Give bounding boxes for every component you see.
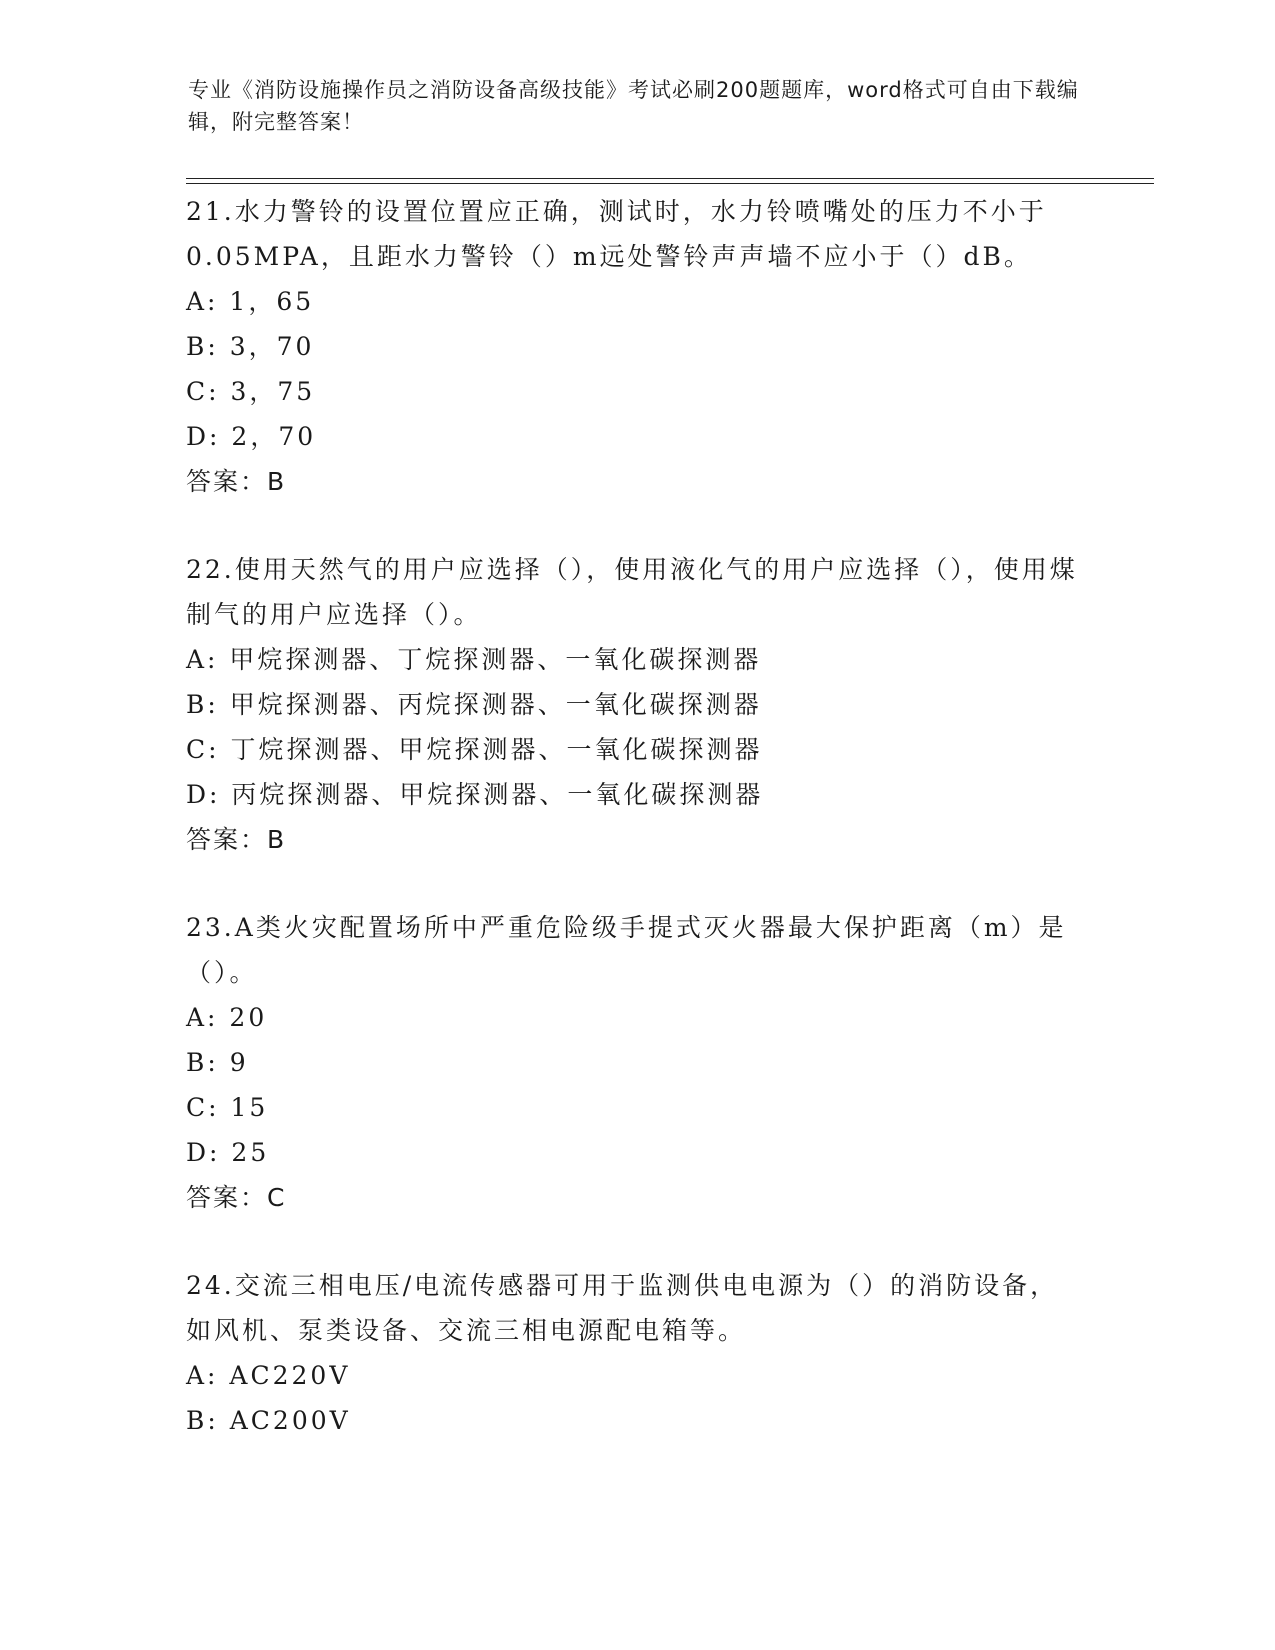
option-a: A: 甲烷探测器、丁烷探测器、一氧化碳探测器 [186, 645, 762, 674]
answer: 答案：B [186, 825, 287, 854]
option-b: B: 3，70 [186, 332, 315, 361]
option-b: B: 甲烷探测器、丙烷探测器、一氧化碳探测器 [186, 690, 762, 719]
header-rule-bottom [186, 183, 1154, 184]
option-d: D: 2，70 [186, 422, 317, 451]
option-c: C: 丁烷探测器、甲烷探测器、一氧化碳探测器 [186, 735, 763, 764]
question-21 [186, 189, 1086, 504]
question-text: 23.A类火灾配置场所中严重危险级手提式灭火器最大保护距离（m）是（）。 [186, 913, 1067, 987]
option-d: D: 25 [186, 1138, 270, 1167]
question-23 [186, 905, 1086, 1220]
question-text: 21.水力警铃的设置位置应正确，测试时，水力铃喷嘴处的压力不小于0.05MPA，且距水力警铃（）m远处警铃声声墙不应小于（）dB。 [186, 197, 1047, 271]
answer: 答案：B [186, 467, 287, 496]
option-c: C: 3，75 [186, 377, 316, 406]
option-a: A: 1，65 [186, 287, 315, 316]
question-24 [186, 1263, 1086, 1443]
answer: 答案：C [186, 1183, 287, 1212]
option-b: B: AC200V [186, 1406, 351, 1435]
question-22 [186, 547, 1086, 862]
question-text: 22.使用天然气的用户应选择（），使用液化气的用户应选择（），使用煤制气的用户应选择（）。 [186, 555, 1078, 629]
question-list [186, 189, 1086, 1486]
header-rule-top [186, 178, 1154, 179]
option-b: B: 9 [186, 1048, 249, 1077]
option-a: A: 20 [186, 1003, 268, 1032]
document-header: 专业《消防设施操作员之消防设备高级技能》考试必刷200题题库，word格式可自由下载编辑，附完整答案！ [188, 78, 1079, 134]
option-d: D: 丙烷探测器、甲烷探测器、一氧化碳探测器 [186, 780, 764, 809]
question-text: 24.交流三相电压/电流传感器可用于监测供电电源为（）的消防设备，如风机、泵类设备、交流三相电源配电箱等。 [186, 1271, 1059, 1345]
option-a: A: AC220V [186, 1361, 351, 1390]
option-c: C: 15 [186, 1093, 269, 1122]
